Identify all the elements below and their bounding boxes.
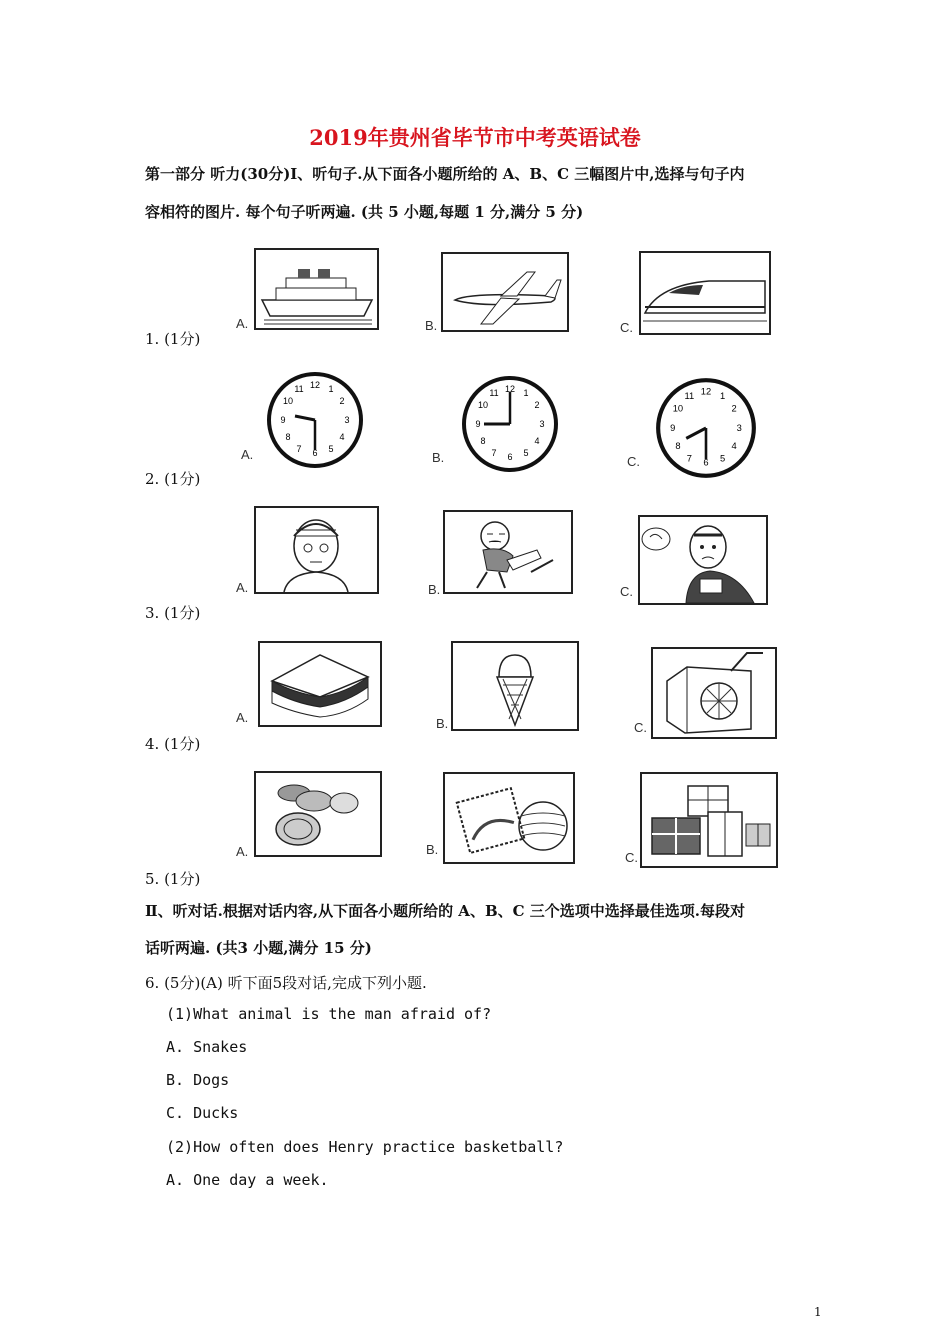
- question-3-label: 3. (1分): [145, 604, 201, 622]
- svg-text:1: 1: [523, 388, 529, 398]
- svg-text:4: 4: [339, 432, 345, 442]
- ice-cream-image: [451, 641, 579, 731]
- q1-option-b: B.: [425, 318, 438, 333]
- q6-sub1-option-c: C. Ducks: [166, 1104, 239, 1122]
- svg-text:2: 2: [339, 396, 345, 406]
- section1-instruction-line1: 第一部分 听力(30分)Ⅰ、听句子.从下面各小题所给的 A、B、C 三幅图片中,选择与句子内: [145, 165, 745, 183]
- svg-text:11: 11: [684, 390, 695, 401]
- svg-text:12: 12: [504, 384, 516, 394]
- svg-text:8: 8: [285, 432, 291, 442]
- juice-box-image: [651, 647, 777, 739]
- stamp-image: [443, 772, 575, 864]
- q4-option-a: A.: [236, 710, 249, 725]
- svg-text:5: 5: [523, 448, 529, 458]
- svg-text:12: 12: [309, 380, 321, 390]
- svg-text:9: 9: [280, 415, 286, 425]
- q6-sub1-option-b: B. Dogs: [166, 1071, 230, 1089]
- q2-option-b: B.: [432, 450, 445, 465]
- svg-text:7: 7: [296, 444, 302, 454]
- svg-text:7: 7: [491, 448, 497, 458]
- q3-option-a: A.: [236, 580, 249, 595]
- svg-text:5: 5: [720, 453, 726, 464]
- svg-text:8: 8: [480, 436, 486, 446]
- section2-instruction-line1: Ⅱ、听对话.根据对话内容,从下面各小题所给的 A、B、C 三个选项中选择最佳选项.每段对: [145, 902, 746, 920]
- q6-sub2-option-a: A. One day a week.: [166, 1171, 329, 1189]
- svg-text:5: 5: [328, 444, 334, 454]
- svg-text:6: 6: [507, 452, 513, 462]
- svg-text:12: 12: [700, 386, 712, 397]
- svg-text:6: 6: [703, 457, 709, 468]
- leg-injury-image: [443, 510, 573, 594]
- svg-text:3: 3: [539, 419, 545, 429]
- headache-image: [254, 506, 379, 594]
- svg-text:3: 3: [344, 415, 350, 425]
- q1-option-c: C.: [620, 320, 633, 335]
- svg-text:10: 10: [477, 400, 489, 410]
- question-6-header: 6. (5分)(A) 听下面5段对话,完成下列小题.: [145, 974, 427, 992]
- q2-option-a: A.: [241, 447, 254, 462]
- svg-text:7: 7: [686, 453, 692, 464]
- q5-option-c: C.: [625, 850, 638, 865]
- question-4-label: 4. (1分): [145, 735, 201, 753]
- coins-image: [254, 771, 382, 857]
- svg-text:10: 10: [672, 403, 684, 414]
- q6-subquestion-2: (2)How often does Henry practice basketball?: [166, 1138, 564, 1156]
- sandwich-image: [258, 641, 382, 727]
- q6-subquestion-1: (1)What animal is the man afraid of?: [166, 1005, 492, 1023]
- q3-option-b: B.: [428, 582, 441, 597]
- airplane-image: [441, 252, 569, 332]
- ship-image: [254, 248, 379, 330]
- section2-instruction-line2: 话听两遍. (共3 小题,满分 15 分): [145, 939, 372, 957]
- q5-option-a: A.: [236, 844, 249, 859]
- question-1-label: 1. (1分): [145, 330, 201, 348]
- clock-a-image: [265, 370, 365, 470]
- svg-text:3: 3: [736, 423, 742, 434]
- svg-text:1: 1: [328, 384, 334, 394]
- page-title: 2019年贵州省毕节市中考英语试卷: [309, 125, 641, 150]
- svg-text:9: 9: [670, 423, 676, 434]
- clock-c-image: [654, 376, 758, 480]
- svg-text:10: 10: [282, 396, 294, 406]
- svg-text:6: 6: [312, 448, 318, 458]
- q4-option-b: B.: [436, 716, 449, 731]
- q4-option-c: C.: [634, 720, 647, 735]
- stomachache-image: [638, 515, 768, 605]
- question-2-label: 2. (1分): [145, 470, 201, 488]
- svg-text:9: 9: [475, 419, 481, 429]
- clock-b-image: [460, 374, 560, 474]
- q2-option-c: C.: [627, 454, 640, 469]
- svg-text:8: 8: [675, 440, 681, 451]
- svg-text:11: 11: [294, 384, 304, 394]
- q5-option-b: B.: [426, 842, 439, 857]
- svg-text:1: 1: [720, 390, 726, 401]
- q6-sub1-option-a: A. Snakes: [166, 1038, 248, 1056]
- svg-text:11: 11: [489, 388, 499, 398]
- q3-option-c: C.: [620, 584, 633, 599]
- svg-text:4: 4: [731, 440, 737, 451]
- page-number: 1: [814, 1305, 822, 1319]
- svg-text:2: 2: [534, 400, 540, 410]
- question-5-label: 5. (1分): [145, 870, 201, 888]
- gifts-image: [640, 772, 778, 868]
- svg-text:2: 2: [731, 403, 737, 414]
- svg-text:4: 4: [534, 436, 540, 446]
- section1-instruction-line2: 容相符的图片. 每个句子听两遍. (共 5 小题,每题 1 分,满分 5 分): [145, 203, 584, 221]
- train-image: [639, 251, 771, 335]
- q1-option-a: A.: [236, 316, 249, 331]
